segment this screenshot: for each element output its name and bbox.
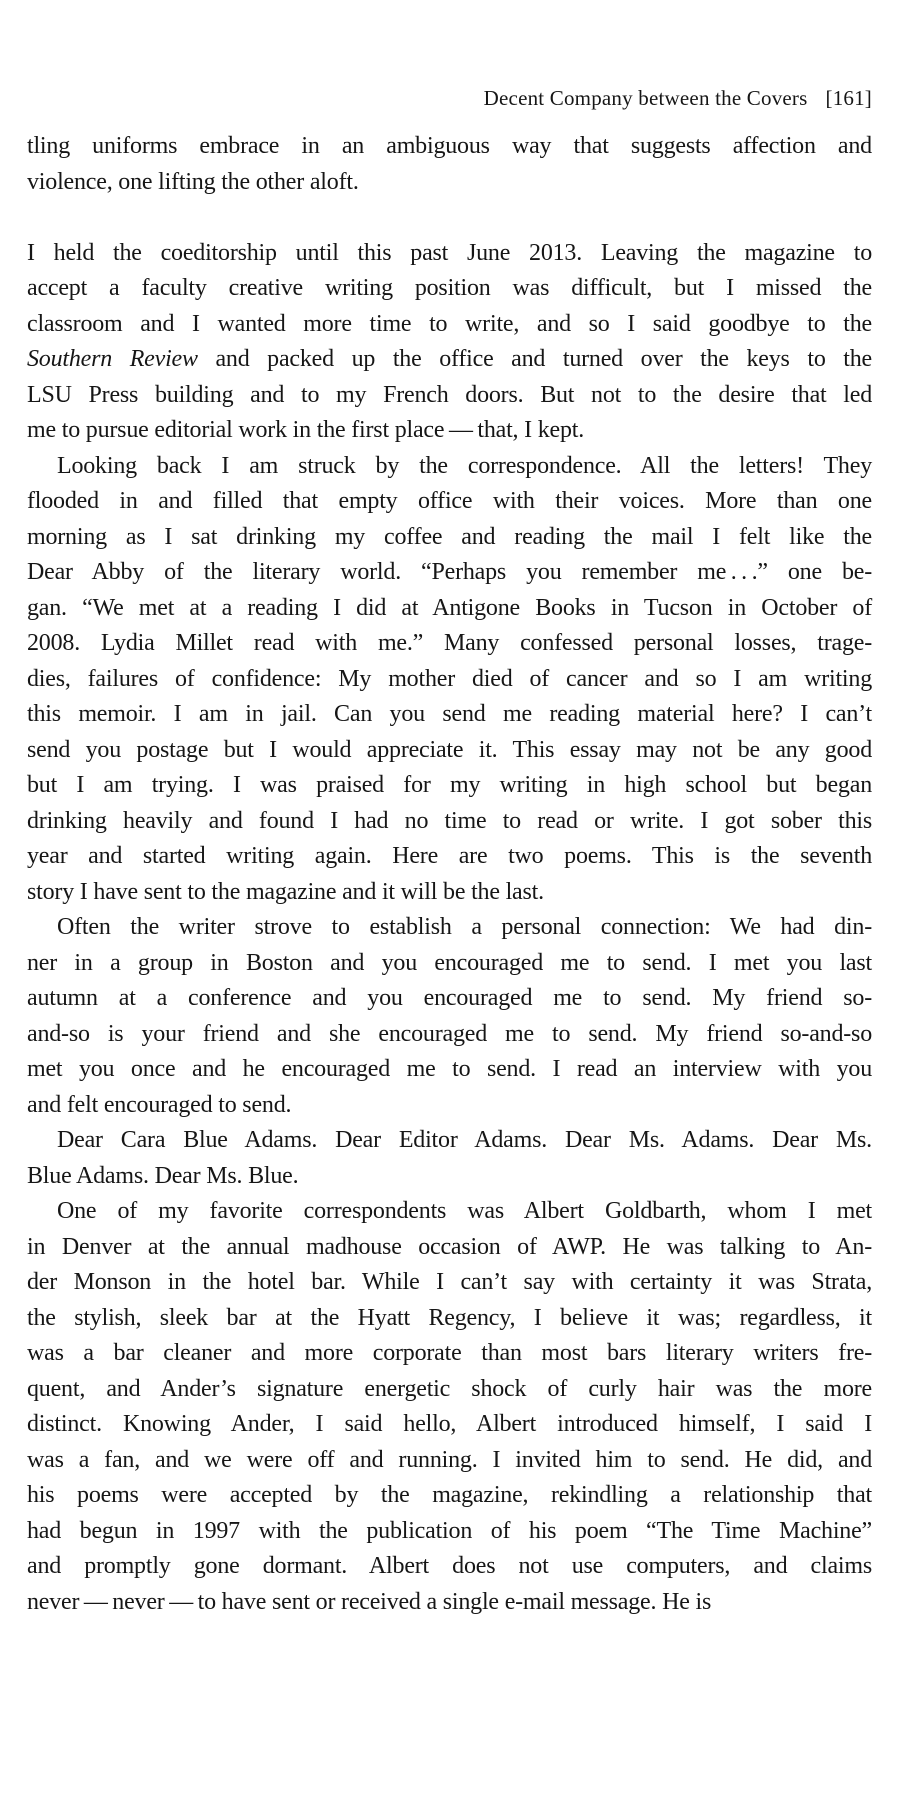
text-line bbox=[27, 1194, 872, 1230]
text-segment: was a bar cleaner and more corporate than most bars literary writers fre- bbox=[27, 1340, 872, 1366]
text-segment: Dear Cara Blue Adams. Dear Editor Adams. Dear Ms. Adams. Dear Ms. bbox=[57, 1127, 872, 1153]
text-line bbox=[27, 662, 872, 698]
text-segment: LSU Press building and to my French doors. But not to the desire that led bbox=[27, 381, 872, 408]
text-line bbox=[27, 1514, 872, 1550]
text-line bbox=[27, 981, 872, 1017]
text-line bbox=[27, 839, 872, 875]
text-segment: der Monson in the hotel bar. While I can’t say with certainty it was Strata, bbox=[27, 1269, 872, 1295]
text-line bbox=[27, 129, 872, 165]
text-line bbox=[27, 1478, 872, 1514]
text-line bbox=[27, 342, 872, 378]
text-segment: and promptly gone dormant. Albert does not use computers, and claims bbox=[27, 1553, 872, 1579]
text-segment: but I am trying. I was praised for my writing in high school but began bbox=[27, 772, 872, 798]
text-segment: and-so is your friend and she encouraged me to send. My friend so-and-so bbox=[27, 1020, 872, 1047]
page-number: [161] bbox=[825, 86, 872, 110]
running-title: Decent Company between the Covers bbox=[483, 86, 808, 110]
text-line bbox=[27, 697, 872, 733]
text-segment: and felt encouraged to send. bbox=[27, 1091, 292, 1118]
text-line bbox=[27, 520, 872, 556]
text-segment: and packed up the office and turned over the keys to the bbox=[197, 346, 872, 372]
running-header bbox=[27, 86, 872, 110]
text-segment: accept a faculty creative writing position was difficult, but I missed the bbox=[27, 275, 872, 301]
text-line bbox=[27, 733, 872, 769]
text-segment: story I have sent to the magazine and it will be the last. bbox=[27, 878, 544, 905]
text-segment: distinct. Knowing Ander, I said hello, Albert introduced himself, I said I bbox=[27, 1411, 872, 1437]
text-line bbox=[27, 1088, 872, 1124]
text-line bbox=[27, 1230, 872, 1266]
text-segment: I held the coeditorship until this past June 2013. Leaving the magazine to bbox=[27, 239, 872, 266]
text-line bbox=[27, 449, 872, 485]
text-segment: morning as I sat drinking my coffee and reading the mail I felt like the bbox=[27, 523, 872, 550]
text-segment: gan. “We met at a reading I did at Antigone Books in Tucson in October of bbox=[27, 594, 872, 621]
text-line bbox=[27, 1159, 872, 1195]
text-segment: year and started writing again. Here are two poems. This is the seventh bbox=[27, 843, 872, 869]
text-line bbox=[27, 1301, 872, 1337]
text-segment: had begun in 1997 with the publication of his poem “The Time Machine” bbox=[27, 1517, 872, 1544]
text-line bbox=[27, 1443, 872, 1479]
text-line bbox=[27, 1265, 872, 1301]
text-line bbox=[27, 1336, 872, 1372]
text-segment: quent, and Ander’s signature energetic shock of curly hair was the more bbox=[27, 1375, 872, 1402]
text-segment: Often the writer strove to establish a personal connection: We had din- bbox=[57, 914, 872, 940]
text-line bbox=[27, 1017, 872, 1053]
text-segment: tling uniforms embrace in an ambiguous way that suggests affection and bbox=[27, 133, 872, 159]
text-line bbox=[27, 768, 872, 804]
text-line bbox=[27, 1123, 872, 1159]
text-line bbox=[27, 165, 872, 201]
text-segment: Blue Adams. Dear Ms. Blue. bbox=[27, 1162, 299, 1189]
text-segment: flooded in and filled that empty office with their voices. More than one bbox=[27, 488, 872, 514]
text-segment: dies, failures of confidence: My mother died of cancer and so I am writing bbox=[27, 665, 872, 692]
text-segment: was a fan, and we were off and running. I invited him to send. He did, and bbox=[27, 1446, 872, 1473]
text-line bbox=[27, 1052, 872, 1088]
text-segment: violence, one lifting the other aloft. bbox=[27, 168, 359, 195]
text-line bbox=[27, 307, 872, 343]
text-line bbox=[27, 1372, 872, 1408]
body-text bbox=[27, 129, 872, 1620]
text-line bbox=[27, 1407, 872, 1443]
text-line bbox=[27, 875, 872, 911]
text-segment: classroom and I wanted more time to write, and so I said goodbye to the bbox=[27, 310, 872, 337]
text-line bbox=[27, 271, 872, 307]
text-segment: send you postage but I would appreciate it. This essay may not be any good bbox=[27, 736, 872, 763]
text-segment: drinking heavily and found I had no time to read or write. I got sober this bbox=[27, 807, 872, 834]
text-line bbox=[27, 910, 872, 946]
italic-text-segment: Southern Review bbox=[27, 346, 198, 372]
text-line bbox=[27, 236, 872, 272]
text-segment: Dear Abby of the literary world. “Perhaps you remember me . . .” one be- bbox=[27, 559, 872, 585]
text-segment: met you once and he encouraged me to send. I read an interview with you bbox=[27, 1056, 872, 1082]
text-segment: his poems were accepted by the magazine, rekindling a relationship that bbox=[27, 1482, 872, 1508]
text-line bbox=[27, 946, 872, 982]
text-segment: never — never — to have sent or received a single e-mail message. He is bbox=[27, 1588, 712, 1615]
text-segment: ner in a group in Boston and you encouraged me to send. I met you last bbox=[27, 949, 872, 976]
text-segment: in Denver at the annual madhouse occasion of AWP. He was talking to An- bbox=[27, 1233, 872, 1260]
text-segment: autumn at a conference and you encouraged me to send. My friend so- bbox=[27, 985, 872, 1011]
text-segment: the stylish, sleek bar at the Hyatt Regency, I believe it was; regardless, it bbox=[27, 1304, 872, 1331]
text-segment: this memoir. I am in jail. Can you send me reading material here? I can’t bbox=[27, 701, 872, 727]
text-line bbox=[27, 804, 872, 840]
text-segment: me to pursue editorial work in the first place — that, I kept. bbox=[27, 417, 585, 443]
text-line bbox=[27, 413, 872, 449]
text-line bbox=[27, 1549, 872, 1585]
text-line bbox=[27, 555, 872, 591]
text-line bbox=[27, 626, 872, 662]
text-line bbox=[27, 1585, 872, 1621]
text-line bbox=[27, 484, 872, 520]
text-segment: 2008. Lydia Millet read with me.” Many confessed personal losses, trage- bbox=[27, 630, 872, 656]
text-line bbox=[27, 378, 872, 414]
text-line bbox=[27, 591, 872, 627]
text-segment: Looking back I am struck by the correspondence. All the letters! They bbox=[57, 452, 872, 479]
text-segment: One of my favorite correspondents was Albert Goldbarth, whom I met bbox=[57, 1198, 872, 1224]
